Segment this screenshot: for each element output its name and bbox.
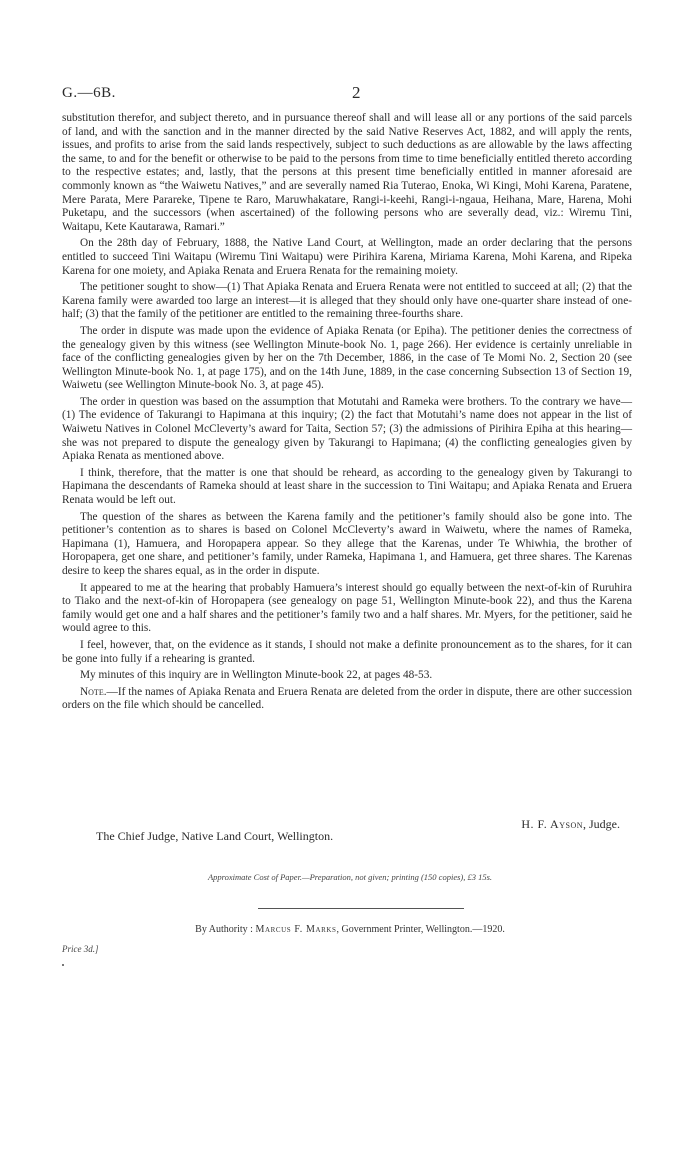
paragraph: I feel, however, that, on the evidence as it stands, I should not make a definite pronouncement as to the shares, for it can be gone into fully if a rehearing is granted. bbox=[62, 638, 632, 665]
signature-title: , Judge. bbox=[583, 817, 620, 831]
printer-name: Marcus F. Marks bbox=[255, 924, 337, 935]
paragraph: The petitioner sought to show—(1) That Apiaka Renata and Eruera Renata were not entitled to succeed at all; (2) that the Karena family were awarded too large an interest—it is alleged that they should only have one-quarter share instead of one-half; (3) that the family of the petitioner are entitled to the remaining three-fourths share. bbox=[62, 281, 632, 321]
judge-signature bbox=[521, 817, 620, 832]
divider-rule bbox=[258, 908, 464, 909]
document-body bbox=[62, 112, 632, 716]
note-paragraph bbox=[62, 686, 632, 713]
paragraph: I think, therefore, that the matter is one that should be reheard, as according to the genealogy given by Takurangi to Hapimana the descendants of Rameka should at least share in the succession to Tini Waitapu; and Apiaka Renata and Eruera Renata would be left out. bbox=[62, 466, 632, 507]
note-text: —If the names of Apiaka Renata and Eruera Renata are deleted from the order in dispute, there are other succession orders on the file which should be cancelled. bbox=[62, 685, 632, 712]
cost-line: Approximate Cost of Paper.—Preparation, not given; printing (150 copies), £3 15s. bbox=[207, 872, 493, 882]
document-reference: G.—6B. bbox=[62, 85, 116, 101]
paragraph: The question of the shares as between the Karena family and the petitioner’s family should also be gone into. The petitioner’s contention as to shares is based on Colonel McCleverty’s award in Waiwetu, where the names of Rameka, Hapimana (1), Hamuera, and Horopapera appear. So they allege that the Karenas, under Te Whiwhia, the brother of Horopapera, get one share, and petitioner’s family, under Rameka, Hapimana 1, and Hamuera, get three shares. The Karenas desire to keep the shares equal, as in the order in dispute. bbox=[62, 510, 632, 577]
print-speck bbox=[62, 964, 64, 966]
note-label: Note. bbox=[80, 685, 107, 698]
page-header bbox=[62, 85, 638, 107]
price-note: Price 3d.] bbox=[62, 944, 99, 954]
imprint-prefix: By Authority : bbox=[195, 924, 256, 935]
page-number: 2 bbox=[352, 83, 361, 102]
signature-name: H. F. Ayson bbox=[521, 817, 583, 831]
paragraph: My minutes of this inquiry are in Wellington Minute-book 22, at pages 48-53. bbox=[80, 669, 433, 682]
addressee: The Chief Judge, Native Land Court, Wellington. bbox=[96, 829, 334, 843]
paragraph: The order in question was based on the assumption that Motutahi and Rameka were brothers. To the contrary we have—(1) The evidence of Takurangi to Hapimana at this inquiry; (2) the fact that Motutahi’s name does not appear in the list of Waiwetu Natives in Colonel McCleverty’s award for Taita, Section 57; (3) the admissions of Pirihira Epiha at this hearing—she was not prepared to dispute the genealogy given by Takurangi to Hapimana; (4) the conflicting genealogies given by Apiaka Renata as mentioned above. bbox=[62, 395, 632, 463]
imprint-suffix: , Government Printer, Wellington.—1920. bbox=[336, 924, 505, 935]
paragraph: It appeared to me at the hearing that probably Hamuera’s interest should go equally between the next-of-kin of Ruruhira to Tiako and the next-of-kin of Horopapera (see genealogy on page 51, Wellington Minute-book 22), and thus the Karena family would get one and a half shares and the petitioner’s family two and a half shares. Mr. Myers, for the petitioner, said he would agree to this. bbox=[62, 581, 632, 635]
paragraph: The order in dispute was made upon the evidence of Apiaka Renata (or Epiha). The petitioner denies the correctness of the genealogy given by this witness (see Wellington Minute-book No. 1, page 266). Her evidence is certainly unreliable in face of the conflicting genealogies given by her on the 7th December, 1886, in the case of Te Momi No. 2, Section 20 (see Wellington Minute-book No. 1, at page 175), and on the 14th June, 1889, in the case concerning Subsection 13 of Section 19, Waiwetu (see Wellington Minute-book No. 3, at page 45). bbox=[62, 324, 632, 392]
paragraph: On the 28th day of February, 1888, the Native Land Court, at Wellington, made an order declaring that the persons entitled to succeed Tini Waitapu (Wiremu Tini Waitapu) were Pirihira Karena, Miriama Karena, Mohi Karena, and Ripeka Karena for one moiety, and Apiaka Renata and Eruera Renata for the remaining moiety. bbox=[62, 237, 632, 277]
printer-imprint bbox=[0, 924, 700, 935]
paragraph: substitution therefor, and subject thereto, and in pursuance thereof shall and will lease all or any portions of the said parcels of land, and with the sanction and in the manner directed by the said Native Reserves Act, 1882, and will apply the rents, issues, and profits to arise from the said lands respectively, subject to such deductions as are allowable by the laws affecting the same, to and for the benefit or otherwise to be paid to the persons from time to time beneficially entitled thereto according to the respective estates; and, lastly, that the persons at this present time beneficially entitled in manner aforesaid are commonly known as “the Waiwetu Natives,” and are severally named Ria Tuterao, Enoka, Wi Kingi, Mohi Karena, Paratene, Mere Parata, Mere Parareke, Tipene te Raro, Maruwhakatare, Rangi-i-keehi, Rangi-i-ngaua, Heihana, Mare, Harena, Mohi Puketapu, and the successors (when ascertained) of the following persons who are severally dead, viz.: Wiremu Tini, Waitapu, Kete Kautarawa, Ramari.” bbox=[62, 112, 632, 233]
